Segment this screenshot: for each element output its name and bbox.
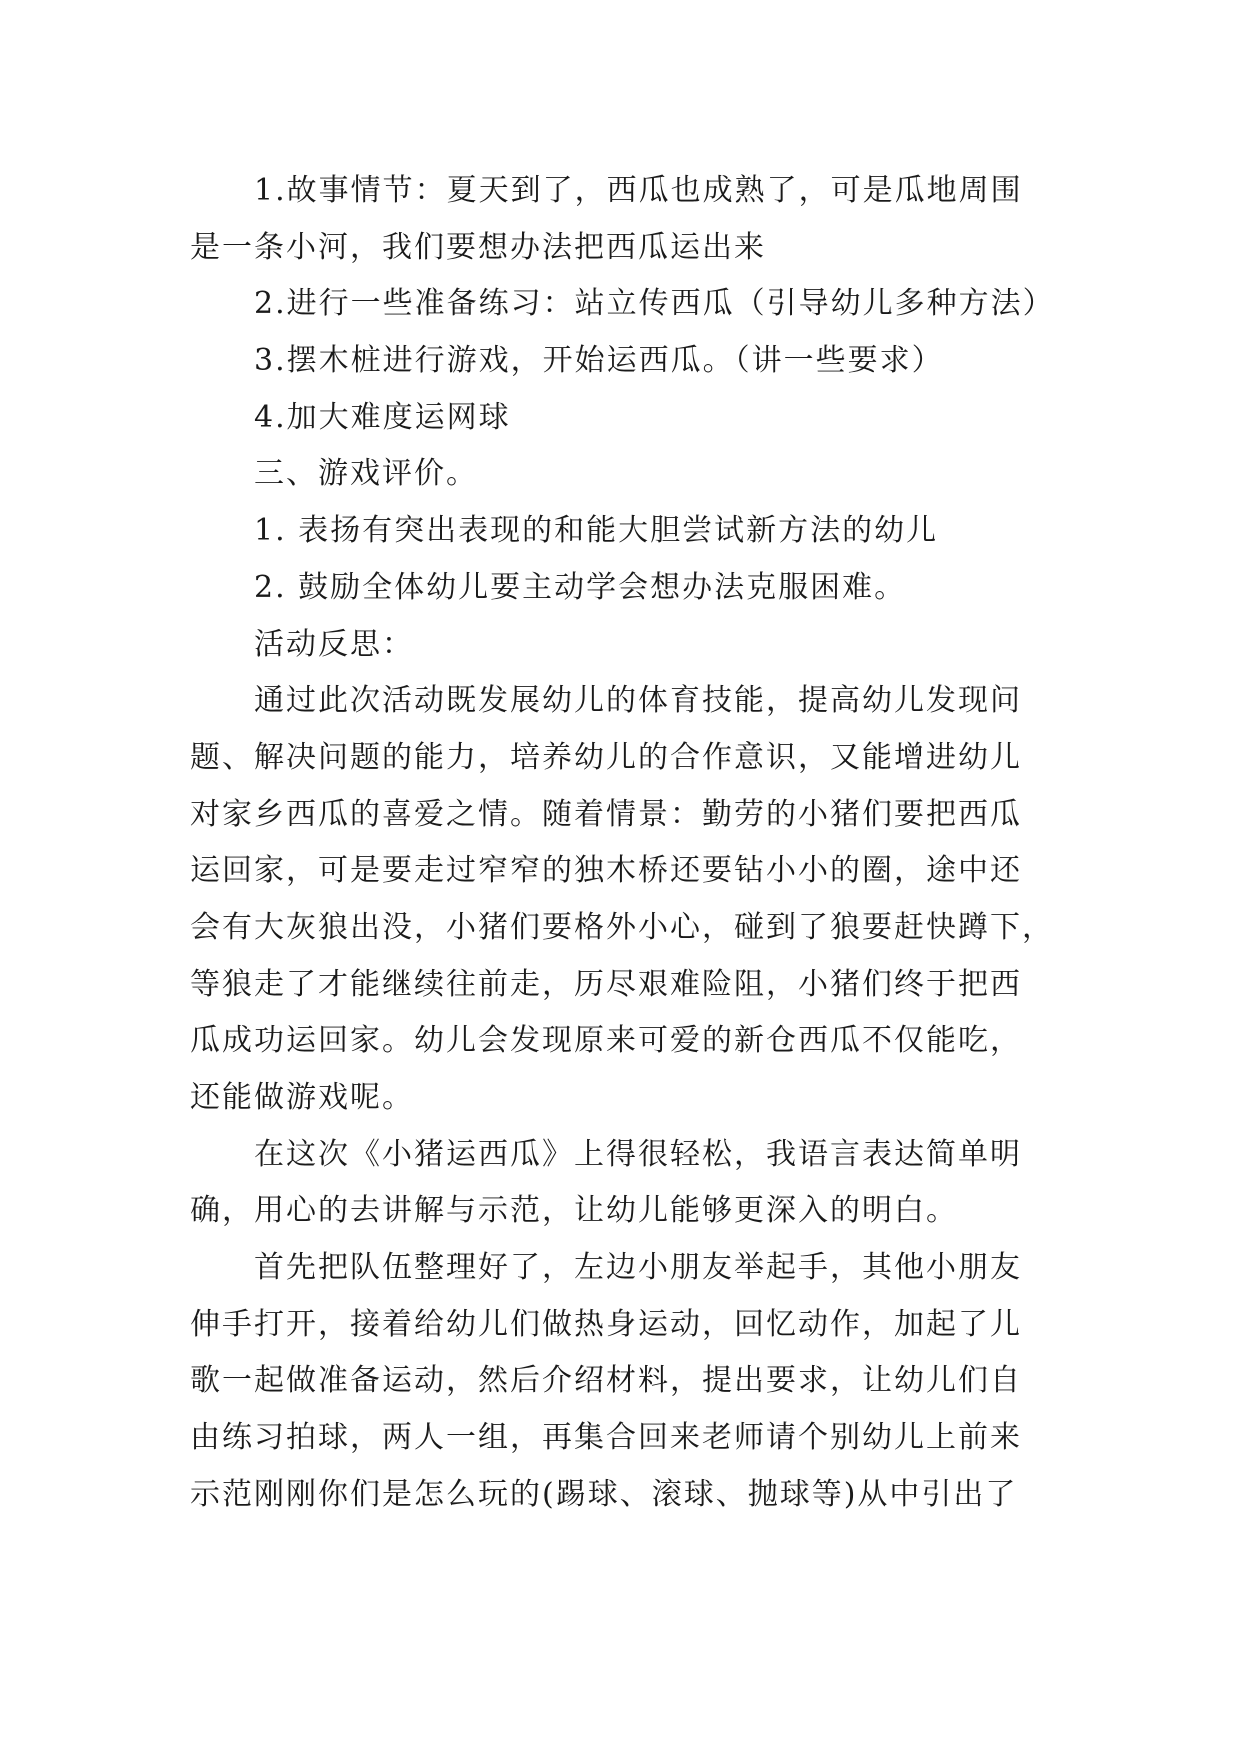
- difficulty-step: 4.加大难度运网球: [254, 399, 511, 435]
- reflection-paragraph-1-line-5: 会有大灰狼出没，小猪们要格外小心，碰到了狼要赶快蹲下，: [190, 909, 1054, 945]
- document-body: [190, 163, 1070, 1524]
- reflection-paragraph-2-line-2: 确，用心的去讲解与示范，让幼儿能够更深入的明白。: [190, 1193, 958, 1229]
- story-plot-line-2: 是一条小河，我们要想办法把西瓜运出来: [190, 229, 766, 265]
- reflection-paragraph-1-line-7: 瓜成功运回家。幼儿会发现原来可爱的新仓西瓜不仅能吃，: [190, 1023, 1022, 1059]
- reflection-paragraph-1-line-1: 通过此次活动既发展幼儿的体育技能，提高幼儿发现问: [254, 683, 1022, 719]
- reflection-paragraph-1-line-4: 运回家，可是要走过窄窄的独木桥还要钻小小的圈，途中还: [190, 853, 1022, 889]
- reflection-paragraph-1-line-2: 题、解决问题的能力，培养幼儿的合作意识，又能增进幼儿: [190, 739, 1022, 775]
- preparation-step: 2.进行一些准备练习：站立传西瓜（引导幼儿多种方法）: [254, 286, 1055, 322]
- evaluation-item-1: 1. 表扬有突出表现的和能大胆尝试新方法的幼儿: [254, 513, 939, 549]
- story-plot-line-1: 1.故事情节：夏天到了，西瓜也成熟了，可是瓜地周围: [254, 173, 1023, 208]
- reflection-paragraph-3-line-1: 首先把队伍整理好了，左边小朋友举起手，其他小朋友: [254, 1250, 1022, 1286]
- reflection-paragraph-3-line-4: 由练习拍球，两人一组，再集合回来老师请个别幼儿上前来: [190, 1420, 1022, 1456]
- reflection-heading: 活动反思：: [254, 626, 414, 662]
- reflection-paragraph-3-line-2: 伸手打开，接着给幼儿们做热身运动，回忆动作，加起了儿: [190, 1306, 1022, 1342]
- section-heading-evaluation: 三、游戏评价。: [254, 456, 478, 492]
- reflection-paragraph-3-line-3: 歌一起做准备运动，然后介绍材料，提出要求，让幼儿们自: [190, 1363, 1022, 1399]
- reflection-paragraph-1-line-3: 对家乡西瓜的喜爱之情。随着情景：勤劳的小猪们要把西瓜: [190, 796, 1022, 832]
- evaluation-item-2: 2. 鼓励全体幼儿要主动学会想办法克服困难。: [254, 569, 907, 605]
- game-step: 3.摆木桩进行游戏，开始运西瓜。（讲一些要求）: [254, 343, 944, 379]
- reflection-paragraph-3-line-5: 示范刚刚你们是怎么玩的(踢球、滚球、抛球等)从中引出了: [190, 1476, 1018, 1512]
- reflection-paragraph-1-line-6: 等狼走了才能继续往前走，历尽艰难险阻，小猪们终于把西: [190, 966, 1022, 1002]
- reflection-paragraph-1-line-8: 还能做游戏呢。: [190, 1080, 414, 1115]
- reflection-paragraph-2-line-1: 在这次《小猪运西瓜》上得很轻松，我语言表达简单明: [254, 1136, 1022, 1172]
